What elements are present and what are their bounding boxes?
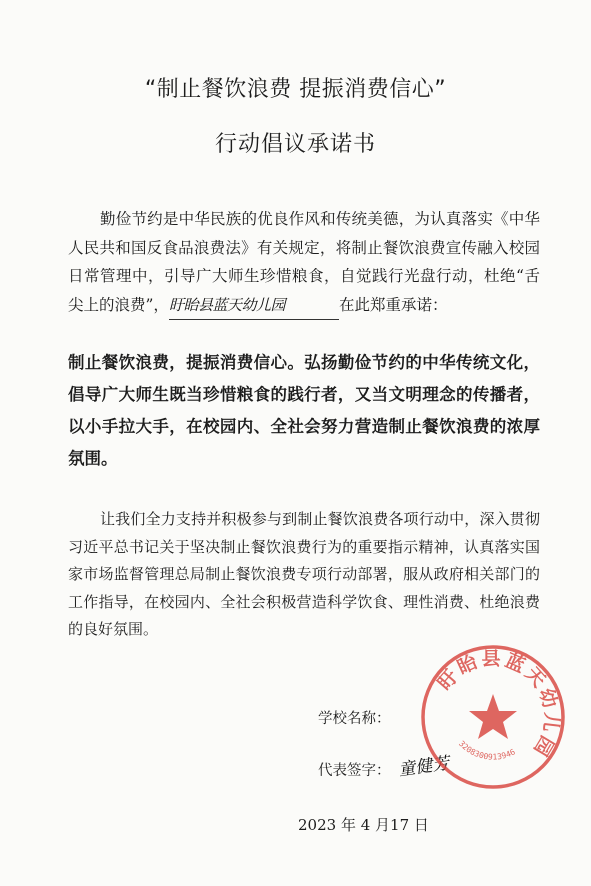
paragraph-call-to-action: 让我们全力支持并积极参与到制止餐饮浪费各项行动中，深入贯彻习近平总书记关于坚决制止餐饮浪费行为的重要指示精神，认真落实国家市场监督管理总局制止餐饮浪费专项行动部署，服从政府相关部门的工作指导，在校园内、全社会积极营造科学饮食、理性消费、杜绝浪费的良好氛围。 <box>68 510 540 638</box>
svg-text:盱眙县蓝天幼儿园 <box>434 648 563 762</box>
official-seal-stamp <box>418 642 568 792</box>
paragraph-intro <box>68 205 540 320</box>
seal-star-icon <box>469 694 517 739</box>
paragraph-commitment: 制止餐饮浪费，提振消费信心。弘扬勤俭节约的中华传统文化，倡导广大师生既当珍惜粮食的践行者，又当文明理念的传播者，以小手拉大手，在校园内、全社会努力营造制止餐饮浪费的浓厚氛围。 <box>68 353 540 468</box>
intro-text: 勤俭节约是中华民族的优良作风和传统美德，为认真落实《中华人民共和国反食品浪费法》有关规定，将制止餐饮浪费宣传融入校园日常管理中，引导广大师生珍惜粮食，自觉践行光盘行动，杜绝“舌尖上的浪费”， <box>68 210 540 314</box>
document-subtitle: 行动倡议承诺书 <box>214 132 376 157</box>
representative-signature: 童健芳 <box>397 753 451 781</box>
seal-text: 盱眙县蓝天幼儿园 <box>433 647 563 762</box>
school-name-label: 学校名称： <box>318 711 391 727</box>
school-name-handwritten: 盱眙县蓝天幼儿园 <box>168 295 285 314</box>
school-name-blank <box>169 291 339 321</box>
representative-label: 代表签字： <box>318 763 391 779</box>
document-date: 2023 年 4 月17 日 <box>298 816 429 834</box>
svg-text:3208300913946 <box>457 739 517 762</box>
document-title: “制止餐饮浪费 提振消费信心” <box>144 77 447 102</box>
intro-text-end: 在此郑重承诺： <box>338 295 448 314</box>
seal-code: 3208300913946 <box>456 739 517 762</box>
